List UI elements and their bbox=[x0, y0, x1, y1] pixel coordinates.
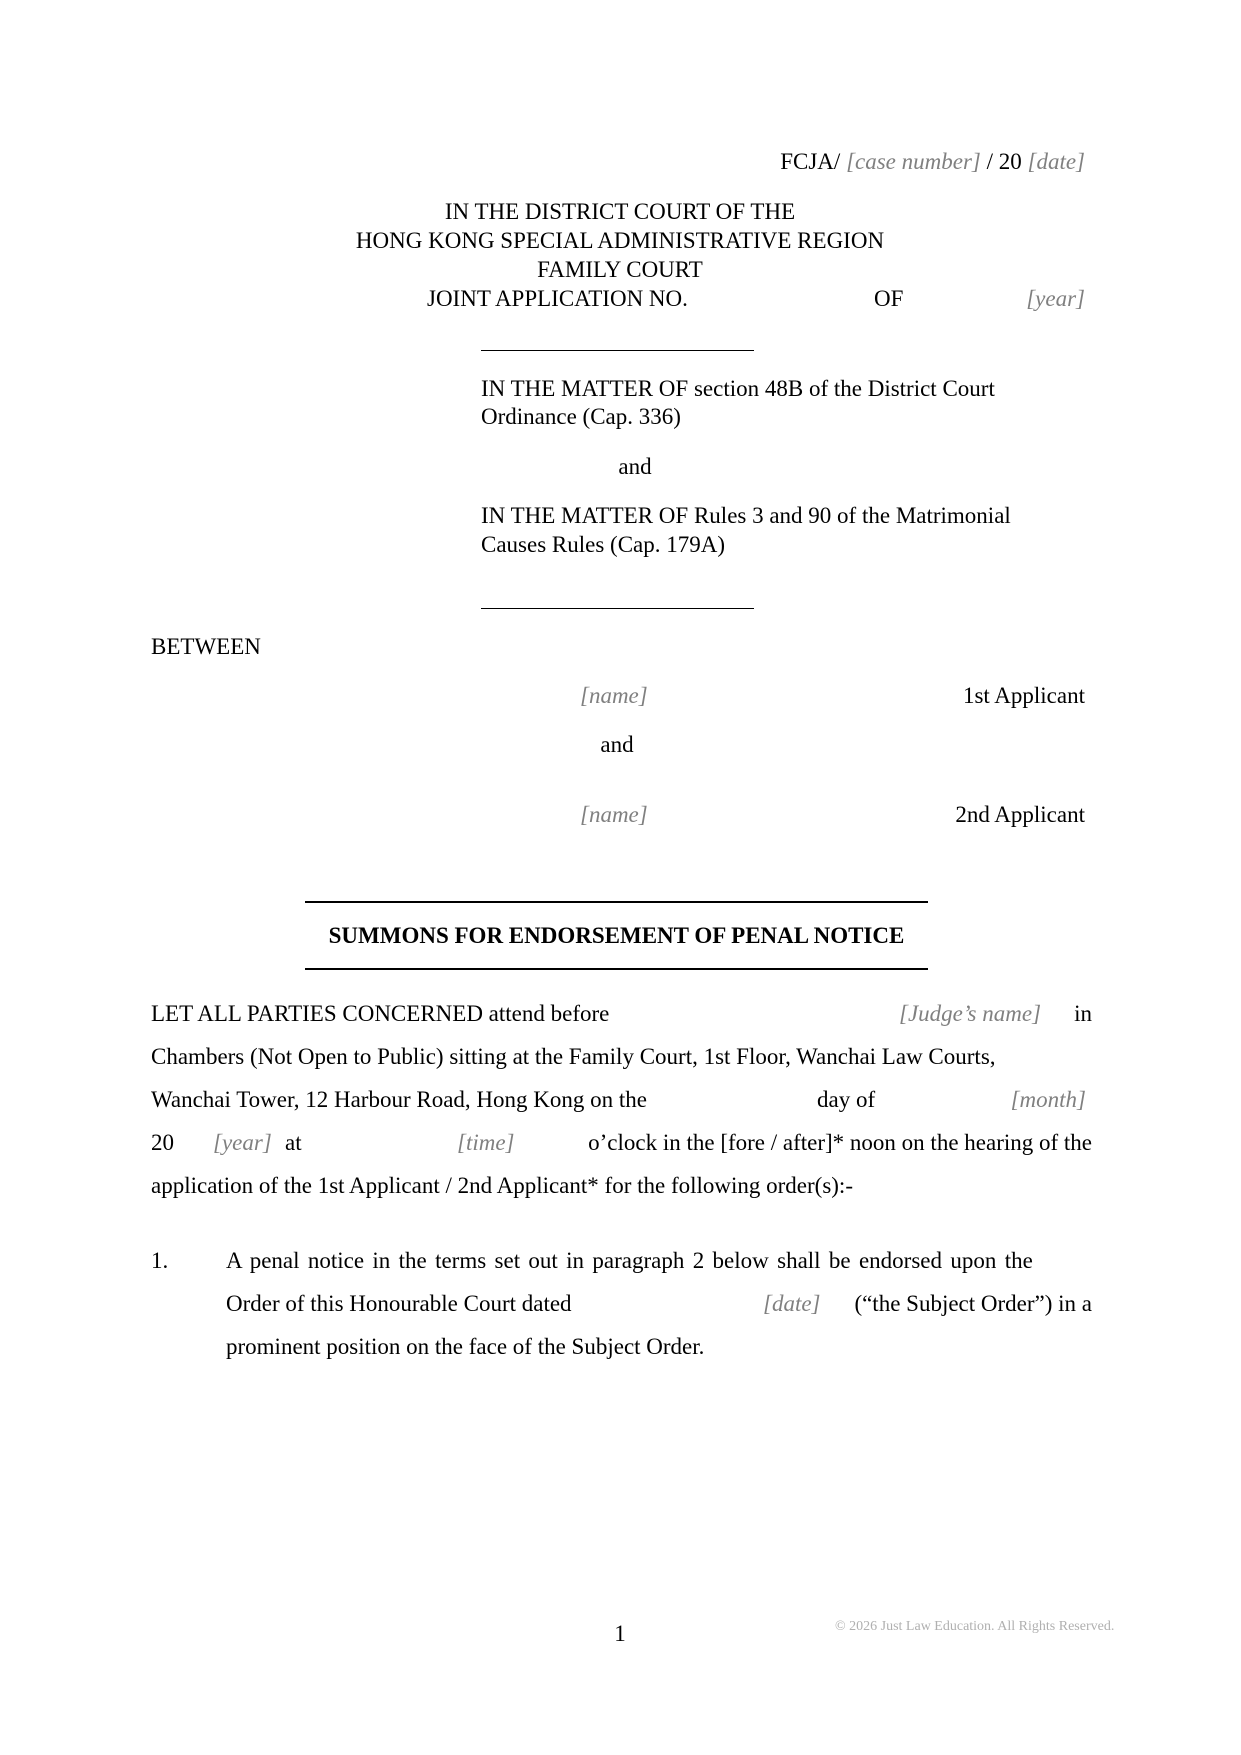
body-line-1-text: LET ALL PARTIES CONCERNED attend before bbox=[151, 1001, 610, 1026]
court-line-2: HONG KONG SPECIAL ADMINISTRATIVE REGION bbox=[355, 228, 885, 253]
hearing-year-placeholder[interactable]: [year] bbox=[213, 1130, 272, 1155]
divider-2 bbox=[481, 608, 754, 609]
applicant-1-role: 1st Applicant bbox=[962, 683, 1085, 708]
body-line-1 bbox=[151, 1000, 1092, 1028]
title-rule-top bbox=[305, 901, 928, 903]
item-1-line-2-text: Order of this Honourable Court dated bbox=[226, 1291, 572, 1316]
judge-name-placeholder[interactable]: [Judge’s name] bbox=[899, 1001, 1042, 1026]
divider-1 bbox=[481, 350, 754, 351]
item-1-line-3: prominent position on the face of the Subject Order. bbox=[226, 1334, 705, 1359]
order-date-placeholder[interactable]: [date] bbox=[763, 1291, 821, 1316]
title-rule-bottom bbox=[305, 968, 928, 970]
body-line-3-day-of: day of bbox=[817, 1087, 876, 1112]
body-line-5-text: application of the 1st Applicant / 2nd Applicant* for the following order(s):- bbox=[151, 1173, 853, 1198]
copyright-notice: © 2026 Just Law Education. All Rights Reserved. bbox=[835, 1619, 1115, 1634]
matter-2-line-2: Causes Rules (Cap. 179A) bbox=[481, 532, 726, 557]
court-line-3: FAMILY COURT bbox=[537, 257, 703, 282]
page-number: 1 bbox=[614, 1621, 626, 1646]
matter-1-line-2: Ordinance (Cap. 336) bbox=[481, 404, 681, 429]
joint-application-label: JOINT APPLICATION NO. bbox=[427, 286, 688, 311]
case-reference bbox=[700, 148, 1085, 176]
applicant-2-role: 2nd Applicant bbox=[955, 802, 1085, 827]
body-line-4-at: at bbox=[285, 1130, 302, 1155]
matter-2-line-1: IN THE MATTER OF Rules 3 and 90 of the Matrimonial bbox=[481, 503, 1011, 528]
month-placeholder[interactable]: [month] bbox=[1010, 1087, 1086, 1112]
item-1-line-2-end: (“the Subject Order”) in a bbox=[854, 1291, 1092, 1316]
joint-application-of: OF bbox=[874, 286, 904, 311]
item-1-line-1: A penal notice in the terms set out in paragraph 2 below shall be endorsed upon the bbox=[226, 1248, 1033, 1273]
item-1-line-2 bbox=[226, 1290, 1092, 1318]
matters-and: and bbox=[618, 454, 652, 479]
body-line-4 bbox=[151, 1129, 1092, 1157]
between-label: BETWEEN bbox=[151, 634, 261, 659]
body-line-5 bbox=[151, 1172, 1092, 1200]
item-1-number: 1. bbox=[151, 1248, 169, 1273]
applicant-1-name-placeholder[interactable]: [name] bbox=[580, 683, 648, 708]
body-line-4-text: o’clock in the [fore / after]* noon on the hearing of the bbox=[588, 1130, 1092, 1155]
court-line-1: IN THE DISTRICT COURT OF THE bbox=[444, 199, 796, 224]
applicant-2-name-placeholder[interactable]: [name] bbox=[580, 802, 648, 827]
body-line-4-century: 20 bbox=[151, 1130, 174, 1155]
body-line-3 bbox=[151, 1086, 1092, 1114]
body-line-1-end: in bbox=[1074, 1001, 1092, 1026]
document-title: SUMMONS FOR ENDORSEMENT OF PENAL NOTICE bbox=[328, 923, 905, 948]
body-line-2-text: Chambers (Not Open to Public) sitting at the Family Court, 1st Floor, Wanchai Law Courts, bbox=[151, 1044, 996, 1069]
joint-application-year-placeholder[interactable]: [year] bbox=[1026, 286, 1085, 311]
parties-and: and bbox=[600, 732, 634, 757]
body-line-3-text: Wanchai Tower, 12 Harbour Road, Hong Kong on the bbox=[151, 1087, 647, 1112]
case-date-placeholder[interactable]: [date] bbox=[1027, 149, 1085, 174]
matter-1-line-1: IN THE MATTER OF section 48B of the District Court bbox=[481, 376, 995, 401]
time-placeholder[interactable]: [time] bbox=[457, 1130, 515, 1155]
case-number-placeholder[interactable]: [case number] bbox=[846, 149, 981, 174]
body-line-2 bbox=[151, 1043, 1092, 1071]
case-ref-separator: / 20 bbox=[986, 149, 1022, 174]
case-ref-prefix: FCJA/ bbox=[780, 149, 841, 174]
